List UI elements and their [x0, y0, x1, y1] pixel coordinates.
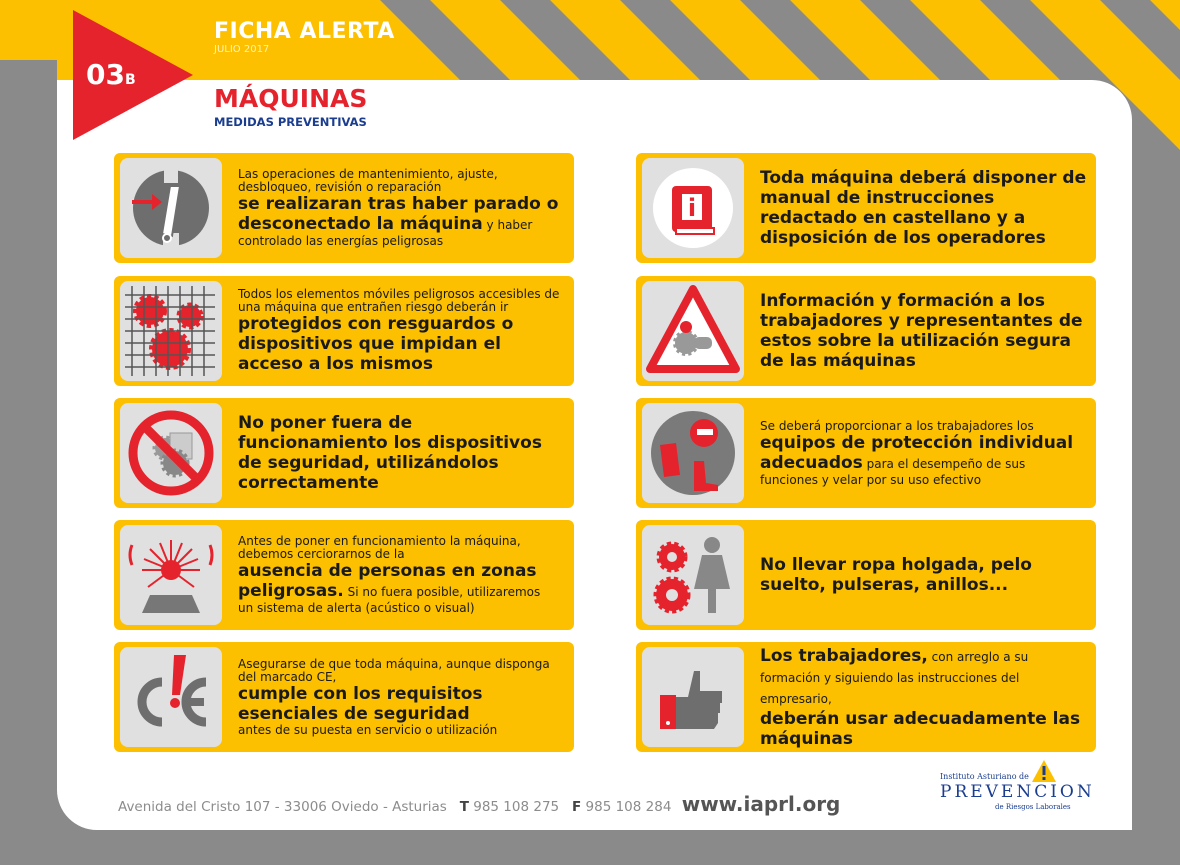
measure-panel: No llevar ropa holgada, pelo suelto, pulseras, anillos...	[636, 520, 1096, 630]
switch-icon	[120, 158, 222, 258]
alarm-light-icon	[120, 525, 222, 625]
loose-clothing-icon	[642, 525, 744, 625]
ficha-title: FICHA ALERTA	[214, 19, 395, 44]
thumbs-up-icon	[642, 647, 744, 747]
ficha-date: JULIO 2017	[214, 44, 270, 55]
measure-panel: Se deberá proporcionar a los trabajadores los equipos de protección individual adecuados para el desempeño de sus funciones y velar por su uso efectivo	[636, 398, 1096, 508]
measure-panel: Todos los elementos móviles peligrosos accesibles de una máquina que entrañen riesgo deberán ir protegidos con resguardos o dispositivos que impidan el acceso a los mismos	[114, 276, 574, 386]
manual-icon	[642, 158, 744, 258]
website-link[interactable]: www.iaprl.org	[681, 792, 841, 816]
ppe-icon	[642, 403, 744, 503]
guarded-gears-icon	[120, 281, 222, 381]
measure-panel: Los trabajadores, con arreglo a su formación y siguiendo las instrucciones del empresario, deberán usar adecuadamente las máquinas	[636, 642, 1096, 752]
page-title: MÁQUINAS	[214, 84, 368, 113]
prohibited-icon	[120, 403, 222, 503]
page-subtitle: MEDIDAS PREVENTIVAS	[214, 115, 367, 129]
measure-panel: i Toda máquina deberá disponer de manual de instrucciones redactado en castellano y a disposición de los operadores	[636, 153, 1096, 263]
measure-panel: Información y formación a los trabajadores y representantes de estos sobre la utilización segura de las máquinas	[636, 276, 1096, 386]
footer-contact: Avenida del Cristo 107 - 33006 Oviedo - Asturias T 985 108 275 F 985 108 284 www.iaprl.org	[118, 792, 841, 816]
badge-number: 03B	[86, 58, 136, 91]
measure-panel: Las operaciones de mantenimiento, ajuste, desbloqueo, revisión o reparación se realizaran tras haber parado o desconectado la máquina y haber controlado las energías peligrosas	[114, 153, 574, 263]
svg-text:i: i	[687, 194, 697, 222]
warning-triangle-icon	[642, 281, 744, 381]
ce-mark-icon	[120, 647, 222, 747]
measure-panel: Antes de poner en funcionamiento la máquina, debemos cerciorarnos de la ausencia de personas en zonas peligrosas. Si no fuera posible, utilizaremos un sistema de alerta (acústico o visual)	[114, 520, 574, 630]
iaprl-logo: Instituto Asturiano de PREVENCION de Riesgos Laborales	[940, 760, 1100, 820]
measure-panel: No poner fuera de funcionamiento los dispositivos de seguridad, utilizándolos correctamente	[114, 398, 574, 508]
measure-panel: Asegurarse de que toda máquina, aunque disponga del marcado CE, cumple con los requisitos esenciales de seguridad antes de su puesta en servicio o utilización	[114, 642, 574, 752]
warning-logo-icon	[1032, 760, 1056, 782]
